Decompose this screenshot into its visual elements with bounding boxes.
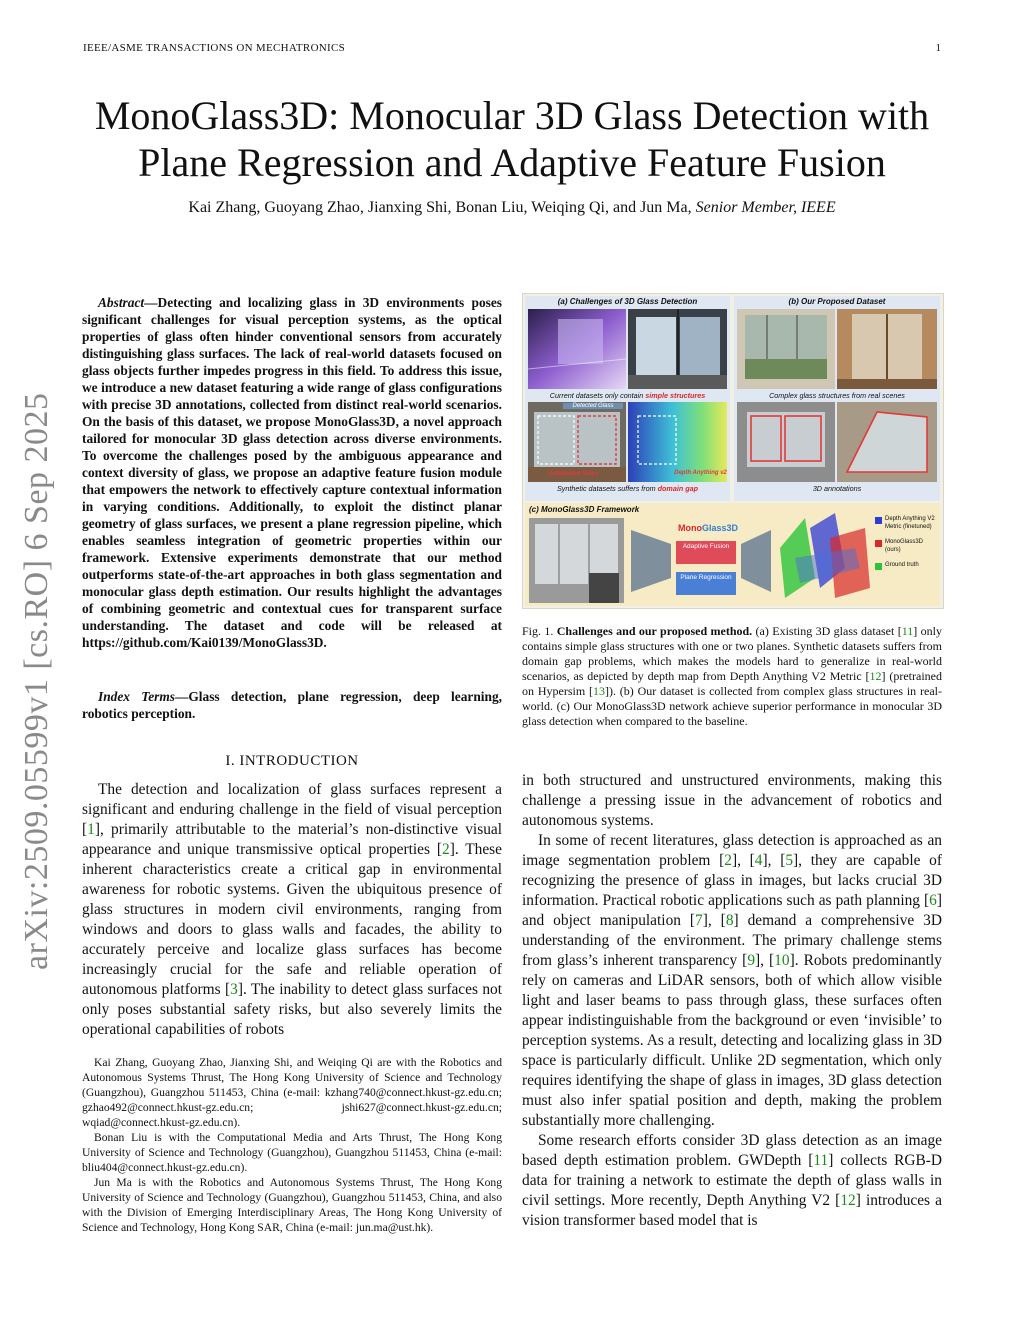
- panel-c-label: (c) MonoGlass3D Framework: [529, 505, 640, 514]
- paragraph: Some research efforts consider 3D glass detection as an image based depth estimation problem. GWDepth [11] collects RGB-D data for training a network to estimate the depth of glass walls in civil settings. More recently, Depth Anything V2 [12] introduces a vision transformer based model that is: [522, 1132, 942, 1229]
- citation-link[interactable]: 8: [725, 912, 734, 929]
- abstract: [82, 294, 502, 651]
- panel-b-label: (b) Our Proposed Dataset: [788, 297, 886, 306]
- caption-text: (a) Existing 3D glass dataset [: [752, 624, 902, 638]
- legend-item: [875, 516, 939, 531]
- decoder-icon: [741, 530, 771, 592]
- photo-real-glass-2: [837, 309, 937, 389]
- author-footnotes: [82, 1055, 502, 1235]
- section-heading: I. INTRODUCTION: [225, 753, 359, 769]
- tag-depth-anything: Depth Anything v2: [674, 470, 727, 476]
- panel-a-label: (a) Challenges of 3D Glass Detection: [557, 297, 698, 306]
- legend-item: [875, 539, 939, 554]
- photo-input-scene: [529, 518, 624, 603]
- photo-purple-room: [528, 309, 626, 389]
- footnote-1: Kai Zhang, Guoyang Zhao, Jianxing Shi, and Weiqing Qi are with the Robotics and Autonomous Systems Thrust, The Hong Kong University of Science and Technology (Guangzhou), Guangzhou 511453, China (e-mail: kzhang740@connect.hkust-gz.edu.cn; gzhao492@connect.hkust-gz.edu.cn; jshi627@connect.hkust-gz.edu.cn; wqiad@connect.hkust-gz.edu.cn).: [82, 1056, 502, 1129]
- legend-item: [875, 562, 939, 570]
- caption-text: ]). (b) Our dataset is collected from complex glass structures in real-world. (c) Our MonoGlass3D network achieve superior performance in monocular 3D glass detection when compared to the baseline.: [522, 684, 942, 728]
- tag-detected-glass: Detected Glass: [563, 403, 623, 409]
- intro-text: ], primarily attributable to the material’s non-distinctive visual appearance and unique transmissive optical properties [: [82, 821, 502, 858]
- caption-a1: Current datasets only contain simple structures: [549, 391, 706, 400]
- legend-swatch: [875, 517, 882, 524]
- caption-text: ] only contains simple glass structures with one or two planes. Synthetic datasets suffers from domain gap problems, which makes the models hard to generalize in real-world scenarios, as depicted by depth map from Depth Anything V2 Metric [: [522, 624, 942, 683]
- caption-title: Challenges and our proposed method.: [556, 624, 753, 638]
- logo-monoglass3d: MonoGlass3D: [677, 523, 739, 533]
- citation-link[interactable]: 11: [901, 624, 914, 638]
- citation-link[interactable]: 12: [869, 669, 882, 683]
- index-terms-text: —Glass detection, plane regression, deep learning, robotics perception.: [82, 689, 502, 721]
- caption-b2: 3D annotations: [812, 484, 862, 493]
- citation-link[interactable]: 2: [441, 841, 450, 858]
- intro-text: ]. These inherent characteristics create a critical gap in environmental awareness for robotic systems. Given the ubiquitous presence of glass structures in modern civil environments, ranging from windows and doors to glass walls and facades, the ability to accurately perceive and localize glass surfaces has become increasingly crucial for the safe and reliable operation of autonomous platforms [: [82, 841, 502, 998]
- point-cloud-result: [775, 508, 873, 604]
- figure-caption: [522, 624, 942, 729]
- box-adaptive-fusion: Adaptive Fusion: [676, 541, 736, 564]
- paragraph: In some of recent literatures, glass detection is approached as an image segmentation problem [2], [4], [5], they are capable of recognizing the presence of glass in images, but lacks crucial 3D information. Practical robotic applications such as path planning [6] and object manipulation [7], [8] demand a comprehensive 3D understanding of the environment. The primary challenge stems from glass’s inherent transparency [9], [10]. Robots predominantly rely on cameras and LiDAR sensors, both of which allow visible light and laser beams to pass through glass, these surfaces often appear indistinguishable from the background or even ‘invisible’ to perception systems. As a result, detecting and localizing glass in 3D space is particularly difficult. Unlike 2D segmentation, which only requires identifying the shape of glass in images, 3D glass detection must also infer spatial position and depth, making the problem substantially more challenging.: [522, 832, 942, 1129]
- citation-link[interactable]: 9: [747, 952, 756, 969]
- encoder-icon: [631, 530, 671, 592]
- abstract-text: —Detecting and localizing glass in 3D environments poses significant challenges for visual perception systems, as the optical properties of glass often hinder conventional sensors from accurately distinguishing glass surfaces. The lack of real-world datasets focused on glass objects further impedes progress in this field. To address this issue, we introduce a new dataset featuring a wide range of glass configurations with precise 3D annotations, collected from distinct real-world scenarios. On the basis of this dataset, we propose MonoGlass3D, a novel approach tailored for monocular 3D glass detection across diverse environments. To overcome the challenges posed by the ambiguous appearance and context diversity of glass, we propose an adaptive feature fusion module that empowers the network to effectively capture contextual information in varying conditions. Additionally, to exploit the distinct planar geometry of glass surfaces, we present a plane regression pipeline, which enables seamless integration of geometric properties within our framework. Extensive experiments demonstrate that our method outperforms state-of-the-art approaches in both glass segmentation and monocular glass depth estimation. Our results highlight the advantages of combining geometric and contextual cues for transparent surface understanding. The dataset and code will be released at https://github.com/Kai0139/MonoGlass3D.: [82, 295, 502, 650]
- footnote-3: Jun Ma is with the Robotics and Autonomous Systems Thrust, The Hong Kong University of Science and Technology (Guangzhou), Guangzhou 511453, China, and also with the Division of Emerging Interdisciplinary Areas, The Hong Kong University of Science and Technology, Hong Kong SAR, China (e-mail: jun.ma@ust.hk).: [82, 1176, 502, 1234]
- tag-undetected-glass: Undetected Glass: [547, 471, 599, 477]
- author-names: Kai Zhang, Guoyang Zhao, Jianxing Shi, Bonan Liu, Weiqing Qi, and Jun Ma,: [188, 199, 692, 216]
- citation-link[interactable]: 6: [929, 892, 937, 909]
- legend-swatch: [875, 540, 882, 547]
- caption-text: ] (pretrained on Hypersim [: [522, 669, 942, 698]
- intro-text: ]. The inability to detect glass surfaces not only poses substantial safety risks, but also severely limits the operational capabilities of robots: [82, 981, 503, 1038]
- photo-real-glass-1: [737, 309, 835, 389]
- caption-number: Fig. 1.: [522, 624, 554, 638]
- legend-label: MonoGlass3D (ours): [885, 539, 924, 553]
- right-column-body: [522, 771, 942, 1231]
- index-terms-lead: Index Terms: [98, 689, 175, 704]
- photo-annotation-2: [837, 402, 937, 482]
- page-number: 1: [935, 42, 941, 54]
- index-terms: [82, 688, 502, 722]
- arxiv-stamp: arXiv:2509.05599v1 [cs.RO] 6 Sep 2025: [18, 392, 55, 970]
- title-line-1: MonoGlass3D: Monocular 3D Glass Detection with: [94, 93, 930, 138]
- legend-label: Ground truth: [885, 562, 919, 568]
- photo-annotation-1: [737, 402, 835, 482]
- figure-1: [522, 293, 944, 609]
- citation-link[interactable]: 4: [754, 852, 763, 869]
- title-line-2: Plane Regression and Adaptive Feature Fusion: [138, 140, 886, 185]
- citation-link[interactable]: 7: [695, 912, 703, 929]
- citation-link[interactable]: 11: [813, 1152, 829, 1169]
- journal-header: IEEE/ASME TRANSACTIONS ON MECHATRONICS: [83, 42, 346, 54]
- author-list: [40, 199, 984, 217]
- abstract-lead: Abstract: [98, 295, 145, 310]
- caption-a2: Synthetic datasets suffers from domain gap: [556, 484, 698, 493]
- intro-text: The detection and localization of glass surfaces represent a significant and enduring challenge in the field of visual perception [: [82, 781, 502, 838]
- photo-synthetic-scene: [528, 402, 626, 482]
- citation-link[interactable]: 1: [87, 821, 95, 838]
- paragraph: in both structured and unstructured environments, making this challenge a pressing issue in the advancement of robotics and autonomous systems.: [522, 772, 942, 829]
- legend-swatch: [875, 563, 882, 570]
- author-membership: Senior Member, IEEE: [695, 199, 836, 216]
- citation-link[interactable]: 10: [774, 952, 790, 969]
- photo-glass-office: [628, 309, 727, 389]
- intro-paragraph: [82, 780, 502, 1040]
- legend: [875, 516, 939, 570]
- legend-label: Depth Anything V2 Metric (finetuned): [885, 516, 935, 530]
- box-plane-regression: Plane Regression: [676, 572, 736, 595]
- footnote-2: Bonan Liu is with the Computational Media and Arts Thrust, The Hong Kong University of Science and Technology (Guangzhou), Guangzhou 511453, China (e-mail: bliu404@connect.hkust-gz.edu.cn).: [82, 1131, 502, 1174]
- citation-link[interactable]: 12: [840, 1192, 856, 1209]
- citation-link[interactable]: 2: [724, 852, 732, 869]
- citation-link[interactable]: 5: [785, 852, 794, 869]
- paper-title: [40, 92, 984, 186]
- citation-link[interactable]: 13: [592, 684, 605, 698]
- caption-b1: Complex glass structures from real scenes: [769, 391, 905, 400]
- citation-link[interactable]: 3: [230, 981, 238, 998]
